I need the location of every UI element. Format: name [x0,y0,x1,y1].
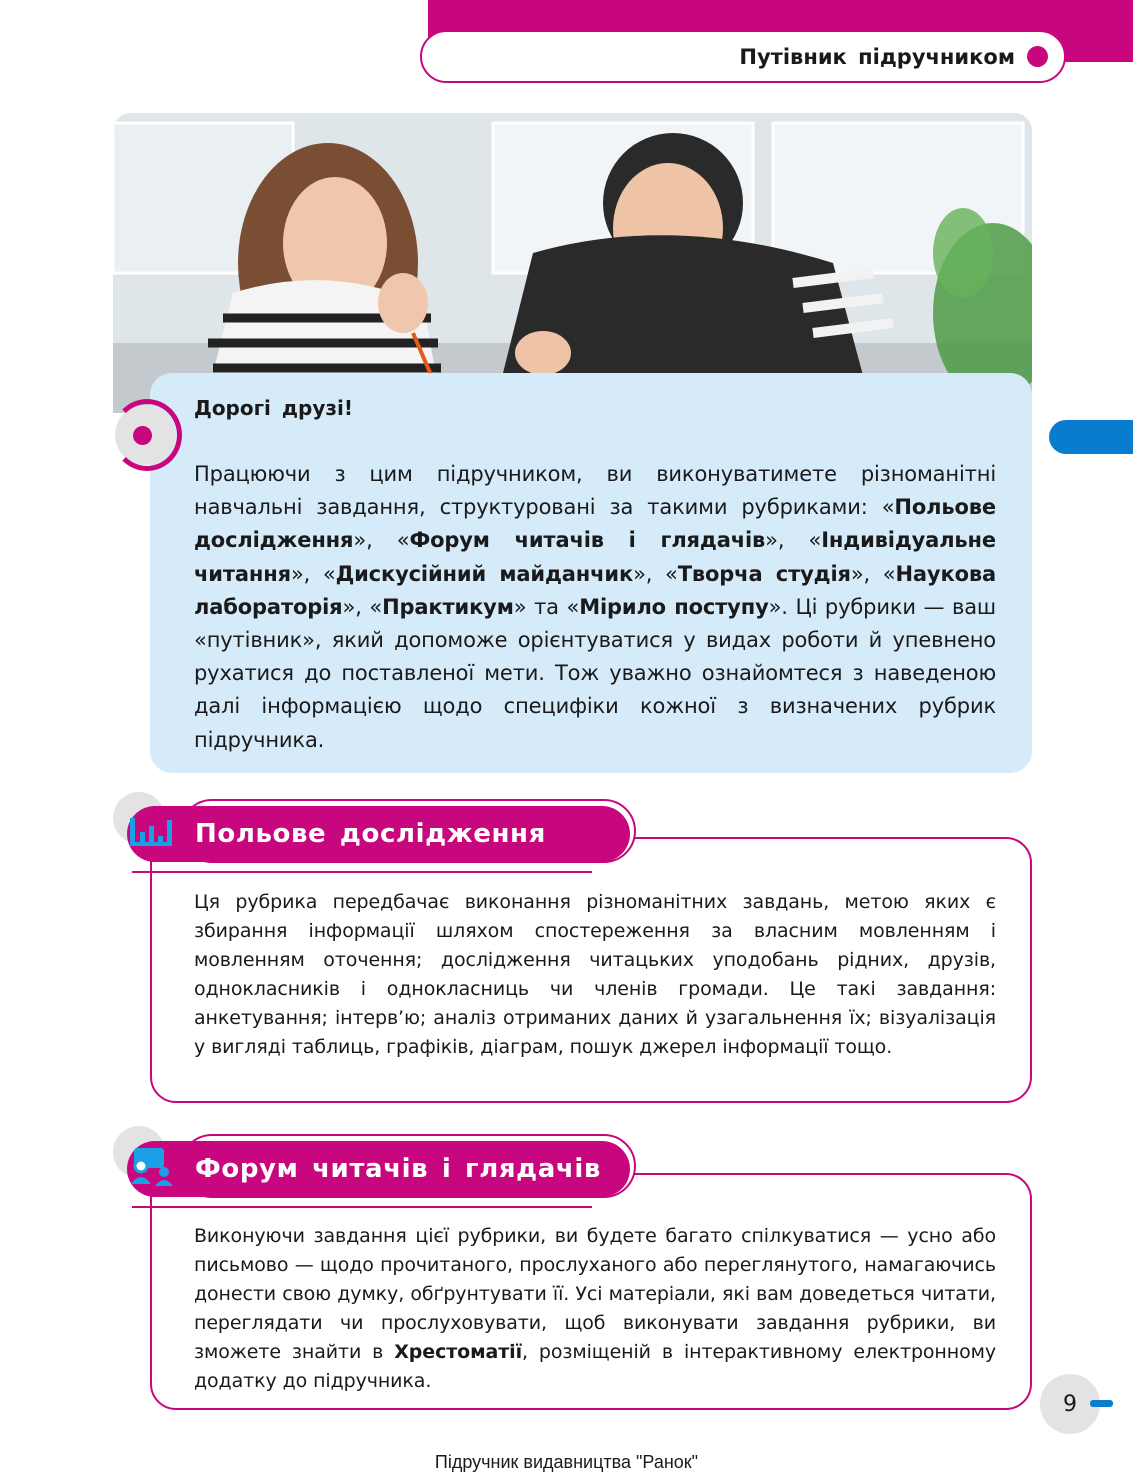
publisher-footer: Підручник видавництва "Ранок" [434,1452,699,1472]
page-number-bar [1090,1400,1113,1407]
section-text-part: , розміщеній в інтерактивному електронному додатку до підручника. [194,1341,996,1392]
section-forum-header [127,1141,630,1197]
section-field-research-header [127,806,630,862]
section-text-part: Виконуючи завдання цієї рубрики, ви будете багато спілкуватися — усно або письмово — щодо прочитаного, прослуханого або переглянутого, намагаючись донести свою думку, обґрунтувати її. Усі матеріали, які вам доведеться читати, переглядати чи прослуховувати, щоб виконувати завдання рубрики, ви зможете знайти в [194,1225,996,1363]
section-title: Польове дослідження [195,819,546,849]
rubric-name: Творча студія [677,561,851,586]
anthology-name: Хрестоматії [394,1341,522,1363]
section-field-research-text: Ця рубрика передбачає виконання різноманітних завдань, метою яких є збирання інформації шляхом спостереження за власним мовленням і мовленням оточення; дослідження читацьких уподобань рідних, друзів, однокласників і однокласниць чи членів громади. Це такі завдання: анкетування; інтерв’ю; аналіз отриманих даних й узагальнення їх; візуалізація у вигляді таблиць, графіків, діаграм, пошук джерел інформації тощо. [194,891,996,1058]
section-underline [132,1206,592,1208]
section-title: Форум читачів і глядачів [195,1154,601,1184]
intro-text-part: ». Ці рубрики — ваш «путівник», який допоможе орієнтуватися у видах роботи й упевнено рухатися до поставленої мети. Тож уважно ознайомтеся з наведеною далі інформацією щодо специфіки кожної з визначених рубрик підручника. [194,594,996,752]
intro-bullet-dot [133,426,152,445]
intro-text-part: », « [765,528,822,553]
rubric-name: Практикум [382,594,514,619]
intro-text-part: », « [342,594,383,619]
header-dot [1027,46,1048,67]
intro-paragraph [194,458,996,757]
side-tab [1049,420,1133,454]
header-pill [420,30,1066,83]
section-underline [132,871,592,873]
intro-text-part: Працюючи з цим підручником, ви виконуватимете різноманітні навчальні завдання, структуровані за такими рубриками: « [194,462,996,520]
people-discussion-icon [128,1146,174,1186]
intro-text-part: », « [850,561,896,586]
page-number-label: 9 [1063,1391,1077,1417]
rubric-name: Дискусійний майданчик [335,561,634,586]
rubric-name: Форум читачів і глядачів [409,528,766,553]
rubric-name: Індивідуальне читання [194,528,997,586]
intro-text-part: », « [290,561,336,586]
intro-text-part: » та « [513,594,580,619]
intro-title: Дорогі друзі! [194,396,353,420]
bar-chart-icon [128,812,174,852]
section-forum-text [194,1222,996,1396]
rubric-name: Польове дослідження [194,495,996,553]
rubric-name: Мірило поступу [579,594,769,619]
photo-scene [113,113,1032,413]
intro-text-part: », « [353,528,410,553]
students-photo [113,113,1032,413]
rubric-name: Наукова лабораторія [194,561,997,619]
intro-text-part: », « [633,561,678,586]
page-title: Путівник підручником [739,44,1015,69]
